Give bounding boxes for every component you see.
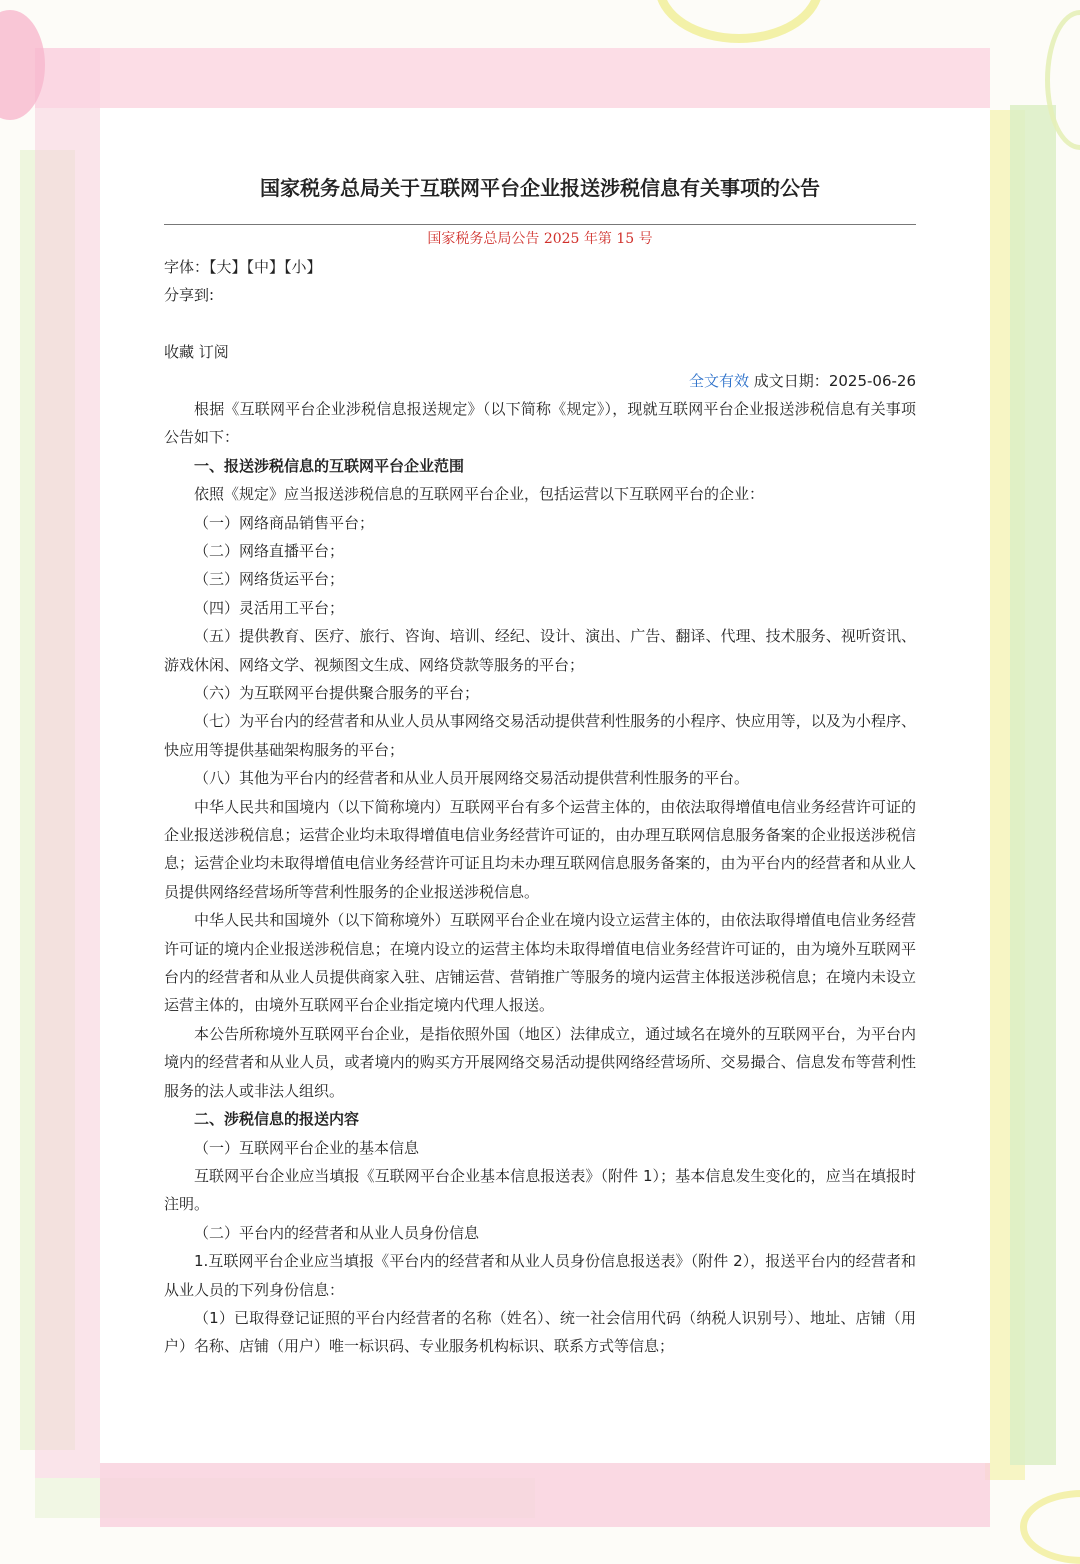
paragraph: （1）已取得登记证照的平台内经营者的名称（姓名）、统一社会信用代码（纳税人识别号）、地址、店铺（用户）名称、店铺（用户）唯一标识码、专业服务机构标识、联系方式等信息； [164, 1308, 916, 1356]
font-size-small-button[interactable]: 【小】 [284, 258, 322, 276]
document-page [100, 108, 990, 1463]
paragraph: 互联网平台企业应当填报《互联网平台企业基本信息报送表》（附件 1）；基本信息发生变化的，应当在填报时注明。 [164, 1166, 916, 1214]
decorative-frame-pink-left [35, 48, 100, 1478]
paragraph-intro: 根据《互联网平台企业涉税信息报送规定》（以下简称《规定》），现就互联网平台企业报送涉税信息有关事项公告如下： [164, 399, 916, 447]
decorative-yellow-curl-bottom [1020, 1490, 1080, 1564]
decorative-frame-pink-bottom [100, 1463, 990, 1527]
paragraph: 中华人民共和国境外（以下简称境外）互联网平台企业在境内设立运营主体的，由依法取得增值电信业务经营许可证的境内企业报送涉税信息；在境内设立的运营主体均未取得增值电信业务经营许可证的，由为境外互联网平台内的经营者和从业人员提供商家入驻、店铺运营、营销推广等服务的境内运营主体报送涉税信息；在境内未设立运营主体的，由境外互联网平台企业指定境内代理人报送。 [164, 911, 916, 1015]
list-item: （七）为平台内的经营者和从业人员从事网络交易活动提供营利性服务的小程序、快应用等，以及为小程序、快应用等提供基础架构服务的平台； [164, 712, 916, 759]
share-label: 分享到: [164, 286, 215, 305]
section-heading-1: 一、报送涉税信息的互联网平台企业范围 [194, 456, 465, 475]
date-label: 成文日期： [753, 371, 829, 390]
font-size-selector [164, 253, 916, 281]
share-spacer [164, 310, 916, 338]
decorative-frame-pink-top [35, 48, 990, 108]
list-item: （六）为互联网平台提供聚合服务的平台； [194, 684, 480, 703]
decorative-yellow-curl-top [655, 0, 823, 43]
favorite-link[interactable]: 收藏 [164, 343, 195, 362]
section-heading-2: 二、涉税信息的报送内容 [194, 1110, 360, 1129]
subheading: （二）平台内的经营者和从业人员身份信息 [194, 1223, 480, 1242]
font-size-label: 字体： [164, 258, 210, 276]
date-value: 2025-06-26 [828, 371, 916, 390]
font-size-medium-button[interactable]: 【中】 [246, 258, 285, 276]
validity-link[interactable]: 全文有效 [689, 371, 750, 390]
subheading: （一）互联网平台企业的基本信息 [194, 1138, 420, 1157]
document-content [164, 168, 916, 1361]
status-line [164, 367, 916, 395]
list-item: （五）提供教育、医疗、旅行、咨询、培训、经纪、设计、演出、广告、翻译、代理、技术服务、视听资讯、游戏休闲、网络文学、视频图文生成、网络贷款等服务的平台； [164, 627, 916, 674]
paragraph: 本公告所称境外互联网平台企业，是指依照外国（地区）法律成立，通过域名在境外的互联网平台，为平台内境内的经营者和从业人员，或者境内的购买方开展网络交易活动提供网络经营场所、交易撮合、信息发布等营利性服务的法人或非法人组织。 [164, 1024, 916, 1100]
document-body [164, 395, 916, 1361]
font-size-large-button[interactable]: 【大】 [209, 258, 247, 276]
page-title: 国家税务总局关于互联网平台企业报送涉税信息有关事项的公告 [260, 176, 820, 200]
paragraph: 中华人民共和国境内（以下简称境内）互联网平台有多个运营主体的，由依法取得增值电信业务经营许可证的企业报送涉税信息；运营企业均未取得增值电信业务经营许可证的，由办理互联网信息服务备案的企业报送涉税信息；运营企业均未取得增值电信业务经营许可证且均未办理互联网信息服务备案的，由为平台内的经营者和从业人员提供网络经营场所等营利性服务的企业报送涉税信息。 [164, 797, 916, 901]
paragraph: 依照《规定》应当报送涉税信息的互联网平台企业，包括运营以下互联网平台的企业： [194, 485, 765, 504]
list-item: （八）其他为平台内的经营者和从业人员开展网络交易活动提供营利性服务的平台。 [194, 769, 750, 788]
document-number: 国家税务总局公告 2025 年第 15 号 [427, 231, 653, 247]
list-item: （四）灵活用工平台； [194, 598, 345, 617]
list-item: （三）网络货运平台； [194, 570, 345, 589]
action-links [164, 338, 916, 366]
list-item: （一）网络商品销售平台； [194, 513, 375, 532]
paragraph: 1.互联网平台企业应当填报《平台内的经营者和从业人员身份信息报送表》（附件 2），报送平台内的经营者和从业人员的下列身份信息： [164, 1252, 916, 1299]
subscribe-link[interactable]: 订阅 [198, 343, 229, 362]
list-item: （二）网络直播平台； [194, 541, 345, 560]
decorative-frame-green-right [1010, 105, 1056, 1465]
